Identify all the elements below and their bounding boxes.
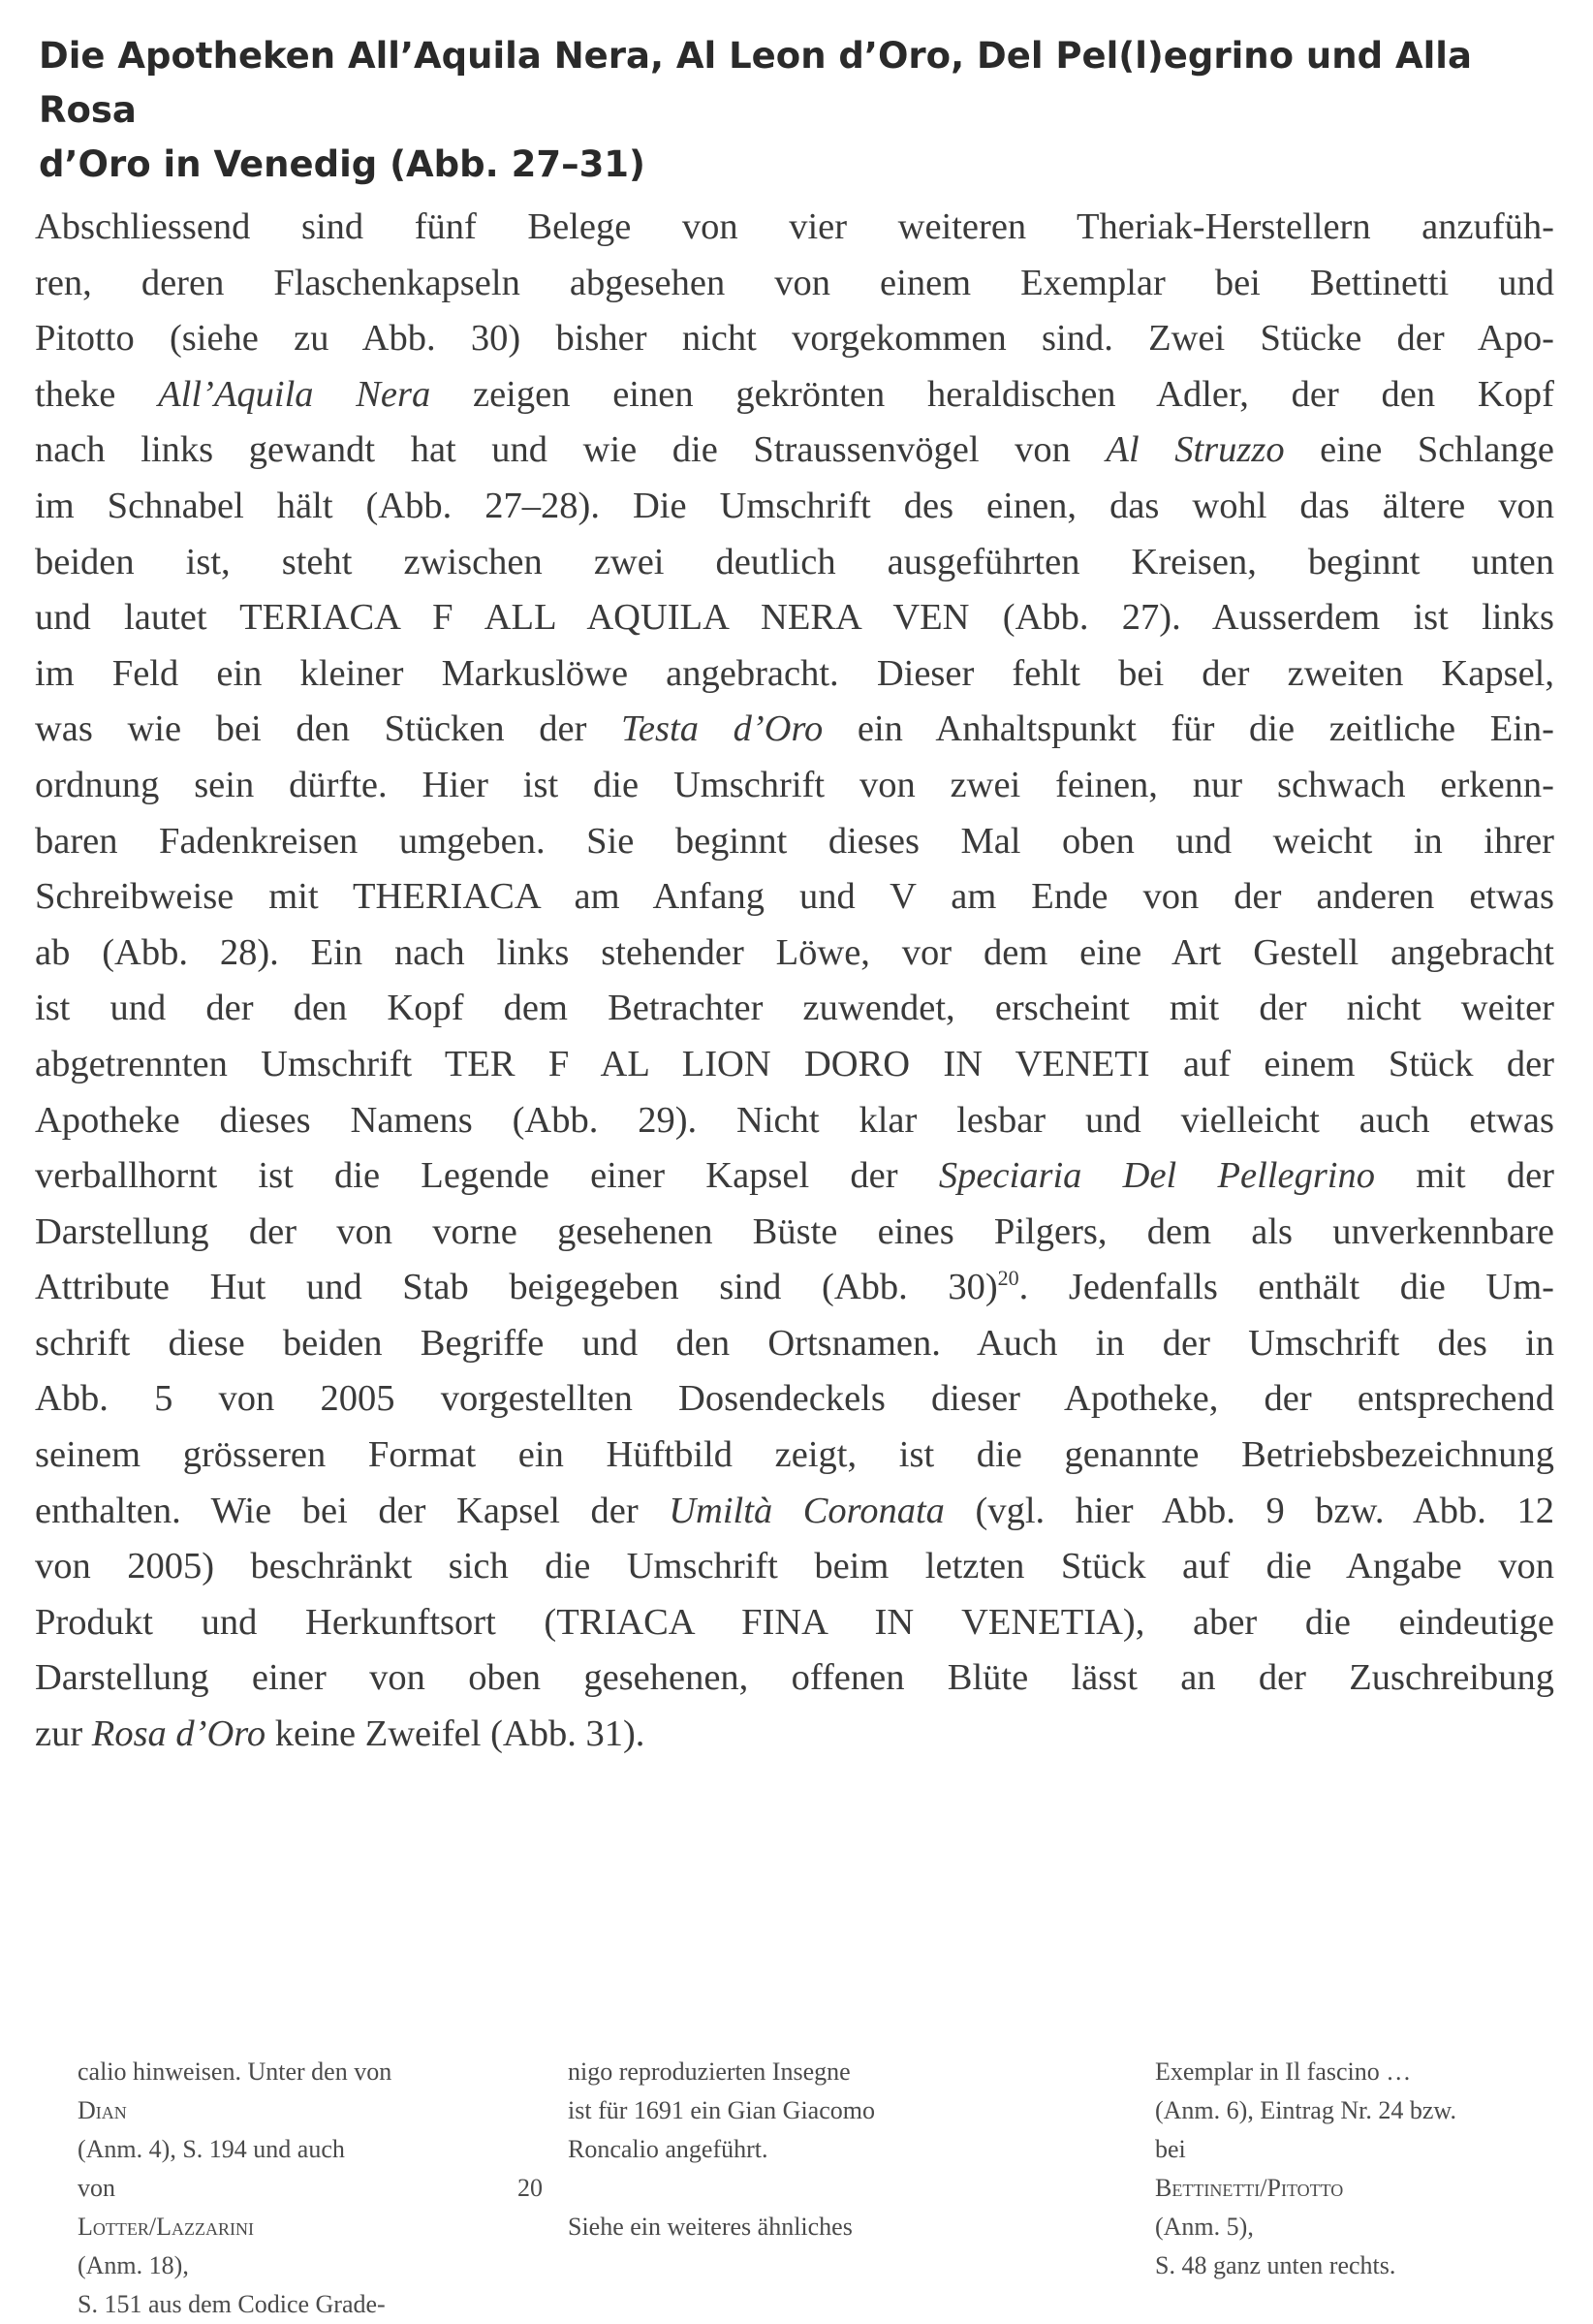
italic-name: Umiltà Coronata <box>669 1490 945 1531</box>
heading-line-2: d’Oro in Venedig (Abb. 27–31) <box>39 143 645 185</box>
text-line: baren Fadenkreisen umgeben. Sie beginnt dieses Mal oben und weicht in ihrer <box>35 820 1554 862</box>
footnote-line: Exemplar in Il fascino … <box>1155 2057 1412 2086</box>
section-heading <box>39 29 1550 192</box>
footnote-line: bei Bettinetti/Pitotto (Anm. 5), <box>1155 2135 1344 2241</box>
text-line: enthalten. Wie bei der Kapsel der Umiltà Coronata (vgl. hier Abb. 9 bzw. Abb. 12 <box>35 1490 1554 1531</box>
footnote-line: 20 Siehe ein weiteres ähnliches <box>568 2169 875 2246</box>
footnote-line: S. 48 ganz unten rechts. <box>1155 2251 1396 2279</box>
text-line: Apotheke dieses Namens (Abb. 29). Nicht klar lesbar und vielleicht auch etwas <box>35 1099 1554 1141</box>
text-line: ordnung sein dürfte. Hier ist die Umschrift von zwei feinen, nur schwach erkenn- <box>35 764 1554 805</box>
footnote-line: Dian (Anm. 4), S. 194 und auch <box>78 2096 345 2163</box>
text-line: im Feld ein kleiner Markuslöwe angebracht. Dieser fehlt bei der zweiten Kapsel, <box>35 652 1554 694</box>
italic-name: Testa d’Oro <box>621 708 824 750</box>
footnote-column-2 <box>517 2053 875 2246</box>
text-line: Schreibweise mit THERIACA am Anfang und V am Ende von der anderen etwas <box>35 876 1554 918</box>
footnote-line: von Lotter/Lazzarini (Anm. 18), <box>78 2174 254 2279</box>
text-line: Darstellung der von vorne gesehenen Büste eines Pilgers, dem als unverkennbare <box>35 1210 1554 1252</box>
text-line: ab (Abb. 28). Ein nach links stehender Löwe, vor dem eine Art Gestell angebracht <box>35 931 1554 973</box>
text-line: von 2005) beschränkt sich die Umschrift beim letzten Stück auf die Angabe von <box>35 1546 1554 1587</box>
text-line: seinem grösseren Format ein Hüftbild zeigt, ist die genannte Betriebsbezeichnung <box>35 1434 1554 1476</box>
footnote-line: S. 151 aus dem Codice Grade- <box>78 2290 386 2318</box>
italic-name: All’Aquila Nera <box>158 373 431 415</box>
italic-name: Al Struzzo <box>1106 429 1285 471</box>
italic-name: Speciaria Del Pellegrino <box>938 1155 1375 1197</box>
body-paragraph <box>35 200 1554 1763</box>
text-line: was wie bei den Stücken der Testa d’Oro ein Anhaltspunkt für die zeitliche Ein- <box>35 708 1554 750</box>
footnote-line: calio hinweisen. Unter den von <box>78 2057 392 2086</box>
footnote-line: nigo reproduzierten Insegne <box>568 2057 851 2086</box>
text-line: abgetrennten Umschrift TER F AL LION DORO IN VENETI auf einem Stück der <box>35 1043 1554 1084</box>
text-line: zur Rosa d’Oro keine Zweifel (Abb. 31). <box>35 1713 645 1755</box>
footnote-line: (Anm. 6), Eintrag Nr. 24 bzw. <box>1155 2096 1456 2124</box>
text-line: ren, deren Flaschenkapseln abgesehen von einem Exemplar bei Bettinetti und <box>35 262 1554 303</box>
text-line: verballhornt ist die Legende einer Kapsel der Speciaria Del Pellegrino mit der <box>35 1155 1554 1197</box>
text-line: Darstellung einer von oben gesehenen, offenen Blüte lässt an der Zuschreibung <box>35 1657 1554 1699</box>
footnote-ref: 20 <box>997 1266 1019 1291</box>
text-line: und lautet TERIACA F ALL AQUILA NERA VEN (Abb. 27). Ausserdem ist links <box>35 597 1554 639</box>
text-line: beiden ist, steht zwischen zwei deutlich ausgeführten Kreisen, beginnt unten <box>35 541 1554 582</box>
heading-line-1: Die Apotheken All’Aquila Nera, Al Leon d’Oro, Del Pel(l)egrino und Alla Rosa <box>39 35 1472 131</box>
text-line: ist und der den Kopf dem Betrachter zuwendet, erscheint mit der nicht weiter <box>35 988 1554 1029</box>
text-line: im Schnabel hält (Abb. 27–28). Die Umschrift des einen, das wohl das ältere von <box>35 485 1554 526</box>
text-line: Abschliessend sind fünf Belege von vier weiteren Theriak-Herstellern anzufüh- <box>35 206 1554 247</box>
text-line: Produkt und Herkunftsort (TRIACA FINA IN VENETIA), aber die eindeutige <box>35 1601 1554 1643</box>
footnote-column-1 <box>78 2053 391 2324</box>
footnote-number: 20 <box>517 2174 543 2202</box>
text-line: theke All’Aquila Nera zeigen einen gekrönten heraldischen Adler, der den Kopf <box>35 373 1554 415</box>
italic-name: Rosa d’Oro <box>91 1713 266 1755</box>
text-line: Attribute Hut und Stab beigegeben sind (Abb. 30)$^{20}$. Jedenfalls enthält die Um- <box>35 1266 1554 1308</box>
text-line: Pitotto (siehe zu Abb. 30) bisher nicht vorgekommen sind. Zwei Stücke der Apo- <box>35 318 1554 360</box>
text-line: schrift diese beiden Begriffe und den Ortsnamen. Auch in der Umschrift des in <box>35 1322 1554 1364</box>
footnote-column-3 <box>1155 2053 1456 2285</box>
footnote-line: ist für 1691 ein Gian Giacomo <box>568 2096 875 2124</box>
footnote-line: Roncalio angeführt. <box>568 2135 768 2163</box>
text-line: Abb. 5 von 2005 vorgestellten Dosendeckels dieser Apotheke, der entsprechend <box>35 1378 1554 1420</box>
text-line: nach links gewandt hat und wie die Straussenvögel von Al Struzzo eine Schlange <box>35 429 1555 471</box>
